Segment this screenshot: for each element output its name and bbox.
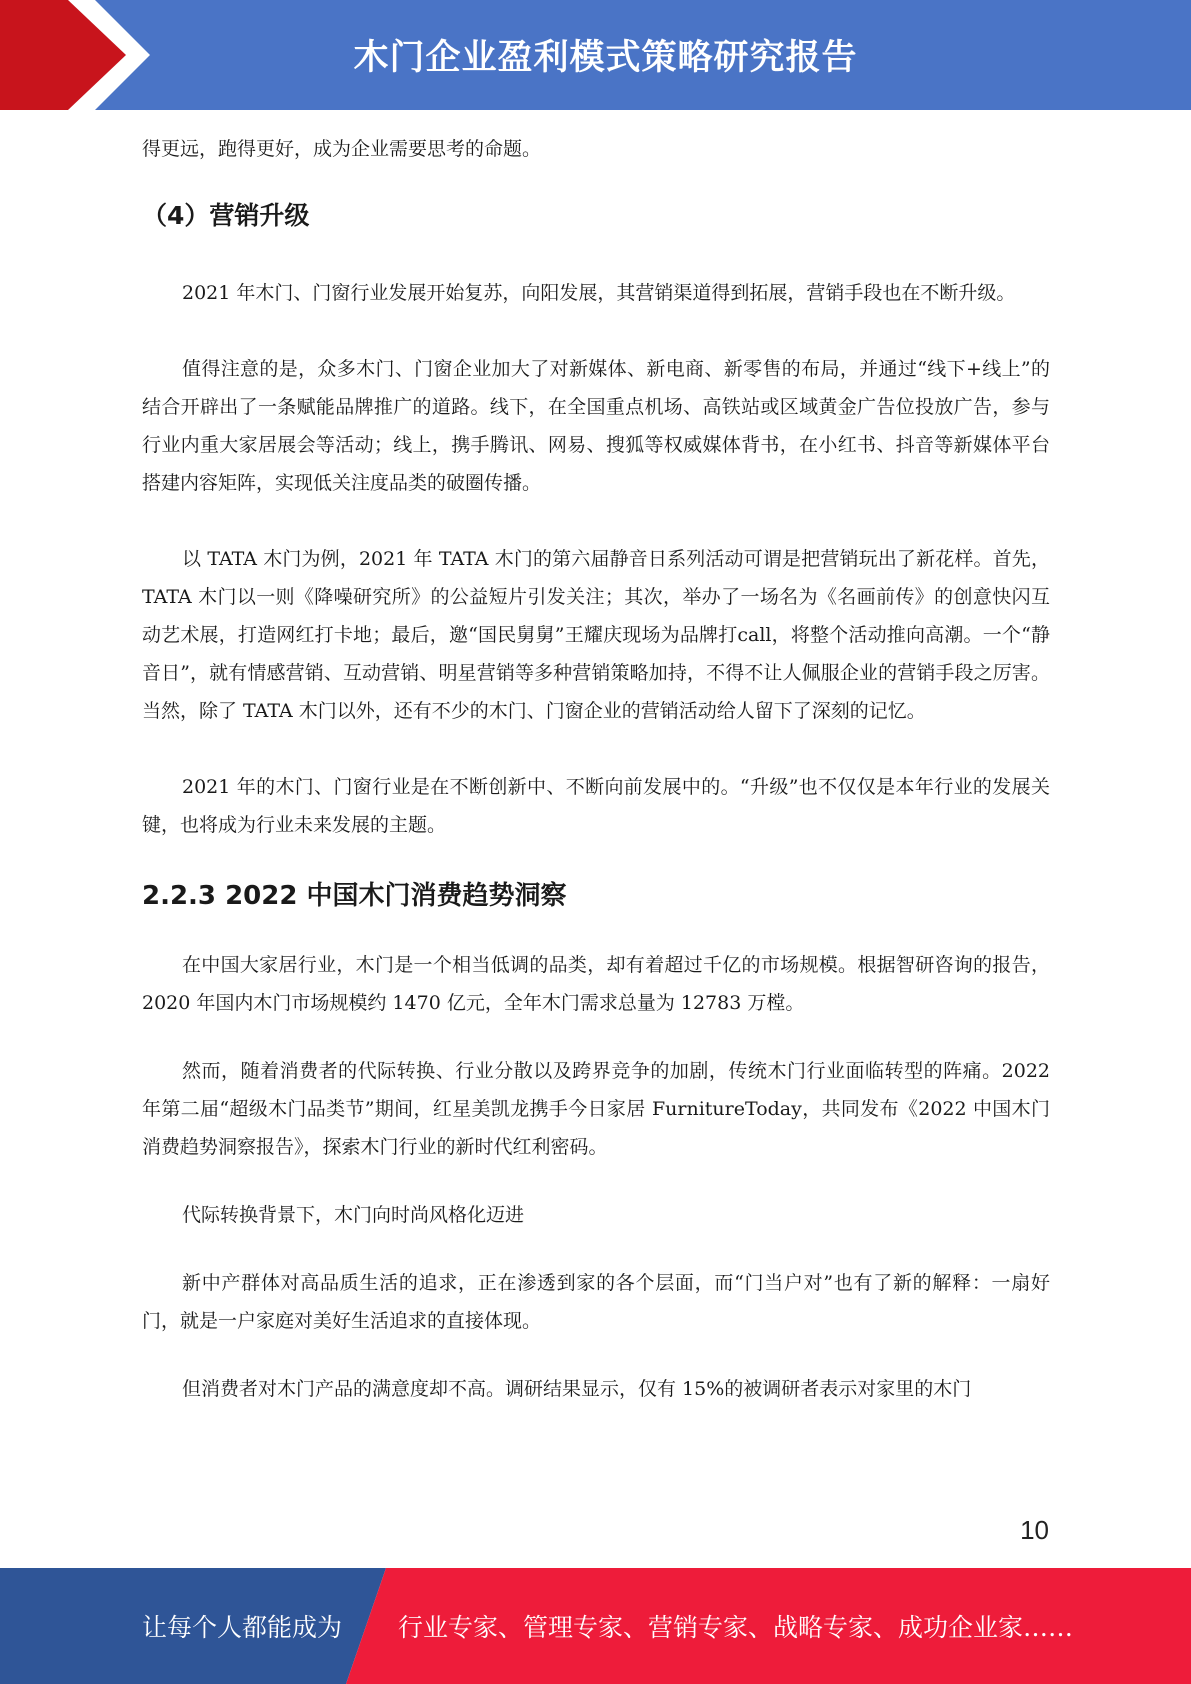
section-heading: 2.2.3 2022 中国木门消费趋势洞察 — [142, 881, 567, 911]
paragraph: 新中产群体对高品质生活的追求，正在渗透到家的各个层面，而“门当户对”也有了新的解释：一扇好门，就是一户家庭对美好生活追求的直接体现。 — [142, 1272, 1050, 1332]
paragraph: 但消费者对木门产品的满意度却不高。调研结果显示，仅有 15%的被调研者表示对家里的木门 — [182, 1378, 972, 1400]
paragraph: 2021 年木门、门窗行业发展开始复苏，向阳发展，其营销渠道得到拓展，营销手段也在不断升级。 — [182, 282, 1016, 304]
page-number: 10 — [1020, 1515, 1049, 1545]
header-banner — [0, 0, 1191, 110]
paragraph-continued: 得更远，跑得更好，成为企业需要思考的命题。 — [142, 138, 542, 160]
subheading-marketing-upgrade: （4）营销升级 — [142, 201, 310, 230]
paragraph: 然而，随着消费者的代际转换、行业分散以及跨界竞争的加剧，传统木门行业面临转型的阵痛。2022 年第二届“超级木门品类节”期间，红星美凯龙携手今日家居 FurnitureToday，共同发布《2022 中国木门消费趋势洞察报告》，探索木门行业的新时代红利密码。 — [142, 1060, 1050, 1158]
paragraph: 在中国大家居行业，木门是一个相当低调的品类，却有着超过千亿的市场规模。根据智研咨询的报告，2020 年国内木门市场规模约 1470 亿元，全年木门需求总量为 12783 万樘。 — [142, 954, 1050, 1014]
footer-slogan-left: 让每个人都能成为 — [142, 1613, 343, 1642]
paragraph: 值得注意的是，众多木门、门窗企业加大了对新媒体、新电商、新零售的布局，并通过“线下+线上”的结合开辟出了一条赋能品牌推广的道路。线下，在全国重点机场、高铁站或区域黄金广告位投放广告，参与行业内重大家居展会等活动；线上，携手腾讯、网易、搜狐等权威媒体背书，在小红书、抖音等新媒体平台搭建内容矩阵，实现低关注度品类的破圈传播。 — [142, 358, 1050, 494]
footer-slogan-right: 行业专家、管理专家、营销专家、战略专家、成功企业家…… — [398, 1613, 1074, 1642]
paragraph: 2021 年的木门、门窗行业是在不断创新中、不断向前发展中的。“升级”也不仅仅是本年行业的发展关键，也将成为行业未来发展的主题。 — [142, 776, 1050, 836]
paragraph: 以 TATA 木门为例，2021 年 TATA 木门的第六届静音日系列活动可谓是把营销玩出了新花样。首先，TATA 木门以一则《降噪研究所》的公益短片引发关注；其次，举办了一场名为《名画前传》的创意快闪互动艺术展，打造网红打卡地；最后，邀“国民舅舅”王耀庆现场为品牌打call，将整个活动推向高潮。一个“静音日”，就有情感营销、互动营销、明星营销等多种营销策略加持，不得不让人佩服企业的营销手段之厉害。当然，除了 TATA 木门以外，还有不少的木门、门窗企业的营销活动给人留下了深刻的记忆。 — [142, 548, 1050, 722]
document-body — [142, 130, 1050, 1408]
footer-banner — [0, 1568, 1191, 1684]
paragraph: 代际转换背景下，木门向时尚风格化迈进 — [182, 1204, 525, 1226]
header-title: 木门企业盈利模式策略研究报告 — [353, 38, 858, 78]
